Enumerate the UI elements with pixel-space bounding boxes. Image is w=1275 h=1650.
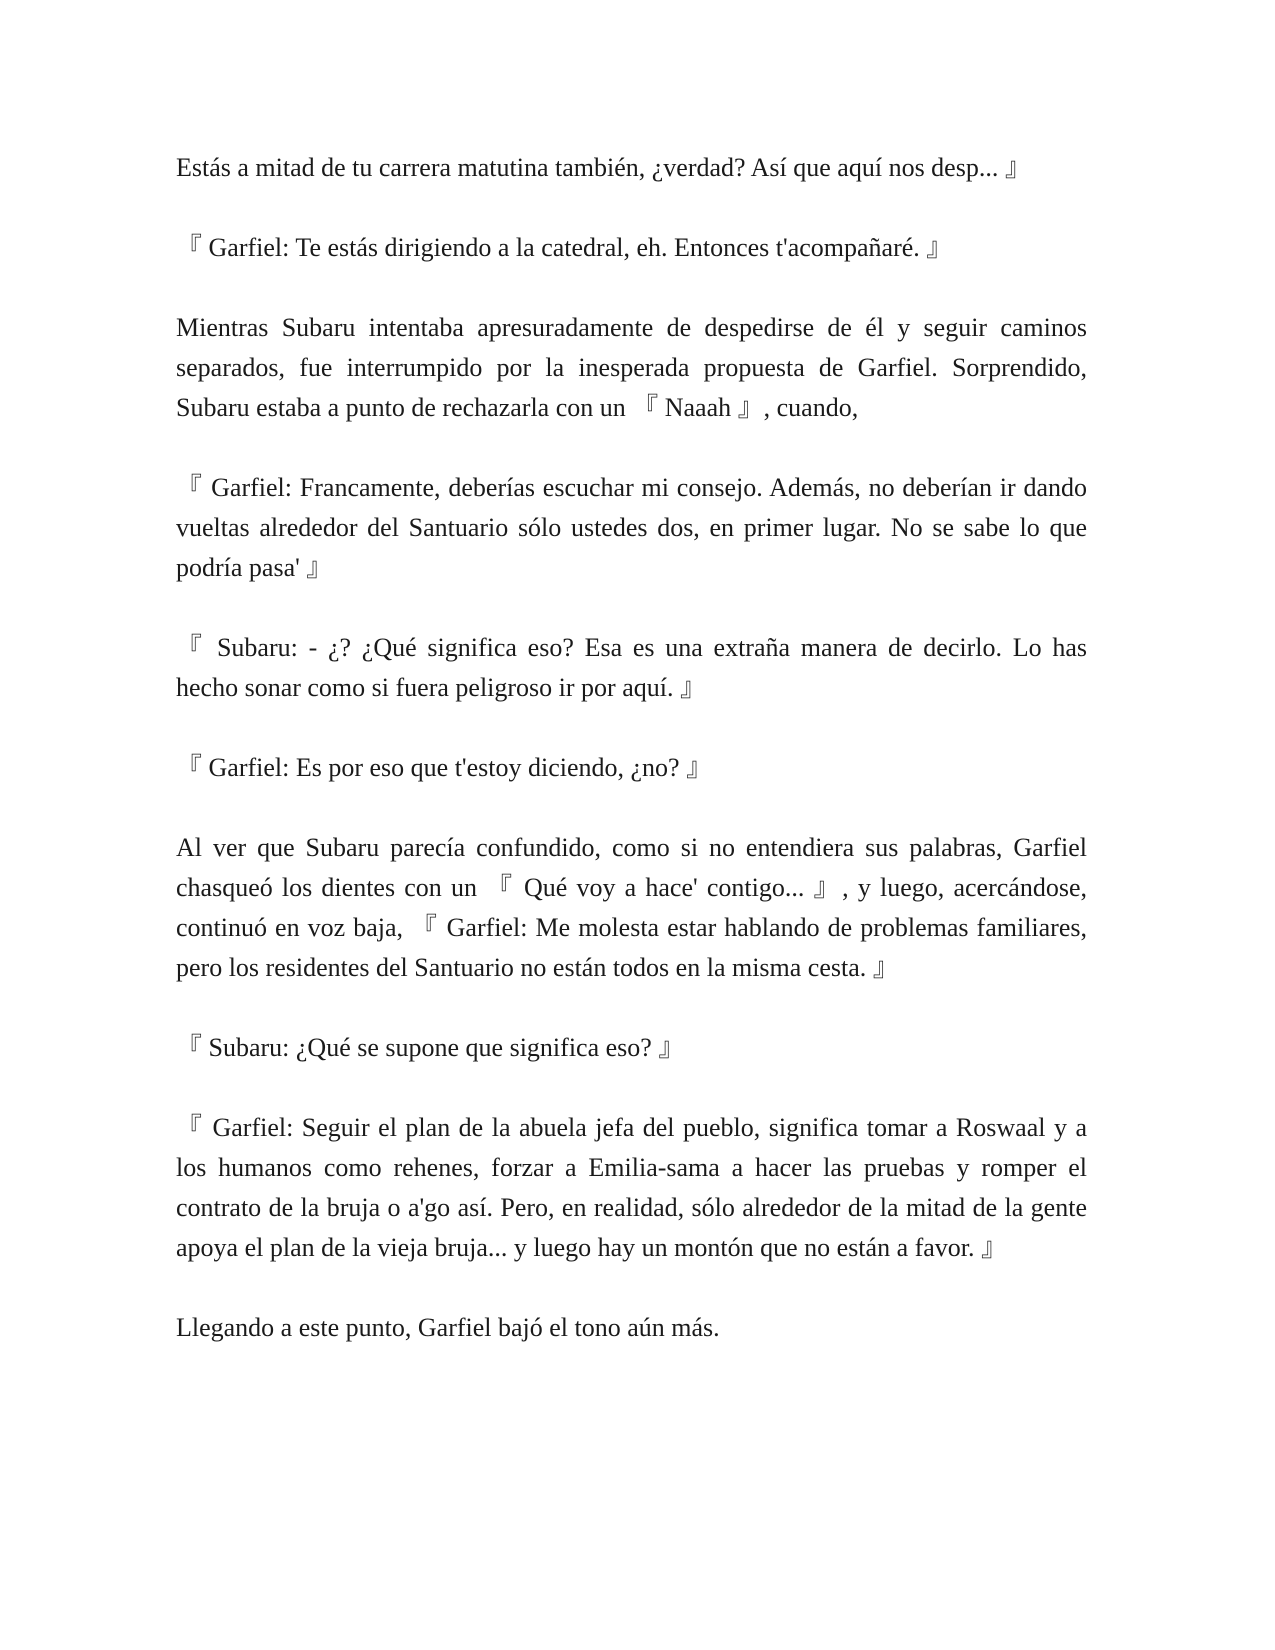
paragraph-7: Al ver que Subaru parecía confundido, como si no entendiera sus palabras, Garfiel chasqueó los dientes con un 『 Qué voy a hace' contigo... 』, y luego, acercándose, continuó en voz baja, 『 Garfiel: Me molesta estar hablando de problemas familiares, pero los residentes del Santuario no están todos en la misma cesta. 』 <box>176 833 1087 982</box>
paragraph-8: 『 Subaru: ¿Qué se supone que significa eso? 』 <box>176 1033 685 1062</box>
paragraph-1: Estás a mitad de tu carrera matutina también, ¿verdad? Así que aquí nos desp... 』 <box>176 153 1031 182</box>
paragraph-10: Llegando a este punto, Garfiel bajó el tono aún más. <box>176 1313 720 1342</box>
paragraph-3: Mientras Subaru intentaba apresuradamente de despedirse de él y seguir caminos separados, fue interrumpido por la inesperada propuesta de Garfiel. Sorprendido, Subaru estaba a punto de rechazarla con un 『 Naaah 』, cuando, <box>176 313 1087 422</box>
paragraph-2: 『 Garfiel: Te estás dirigiendo a la catedral, eh. Entonces t'acompañaré. 』 <box>176 233 953 262</box>
paragraph-4: 『 Garfiel: Francamente, deberías escuchar mi consejo. Además, no deberían ir dando vueltas alrededor del Santuario sólo ustedes dos, en primer lugar. No se sabe lo que podría pasa' 』 <box>176 473 1087 582</box>
paragraph-6: 『 Garfiel: Es por eso que t'estoy diciendo, ¿no? 』 <box>176 753 713 782</box>
document-page <box>176 148 1087 1348</box>
paragraph-9: 『 Garfiel: Seguir el plan de la abuela jefa del pueblo, significa tomar a Roswaal y a los humanos como rehenes, forzar a Emilia-sama a hacer las pruebas y romper el contrato de la bruja o a'go así. Pero, en realidad, sólo alrededor de la mitad de la gente apoya el plan de la vieja bruja... y luego hay un montón que no están a favor. 』 <box>176 1113 1087 1262</box>
paragraph-5: 『 Subaru: - ¿? ¿Qué significa eso? Esa es una extraña manera de decirlo. Lo has hecho sonar como si fuera peligroso ir por aquí. 』 <box>176 633 1087 702</box>
